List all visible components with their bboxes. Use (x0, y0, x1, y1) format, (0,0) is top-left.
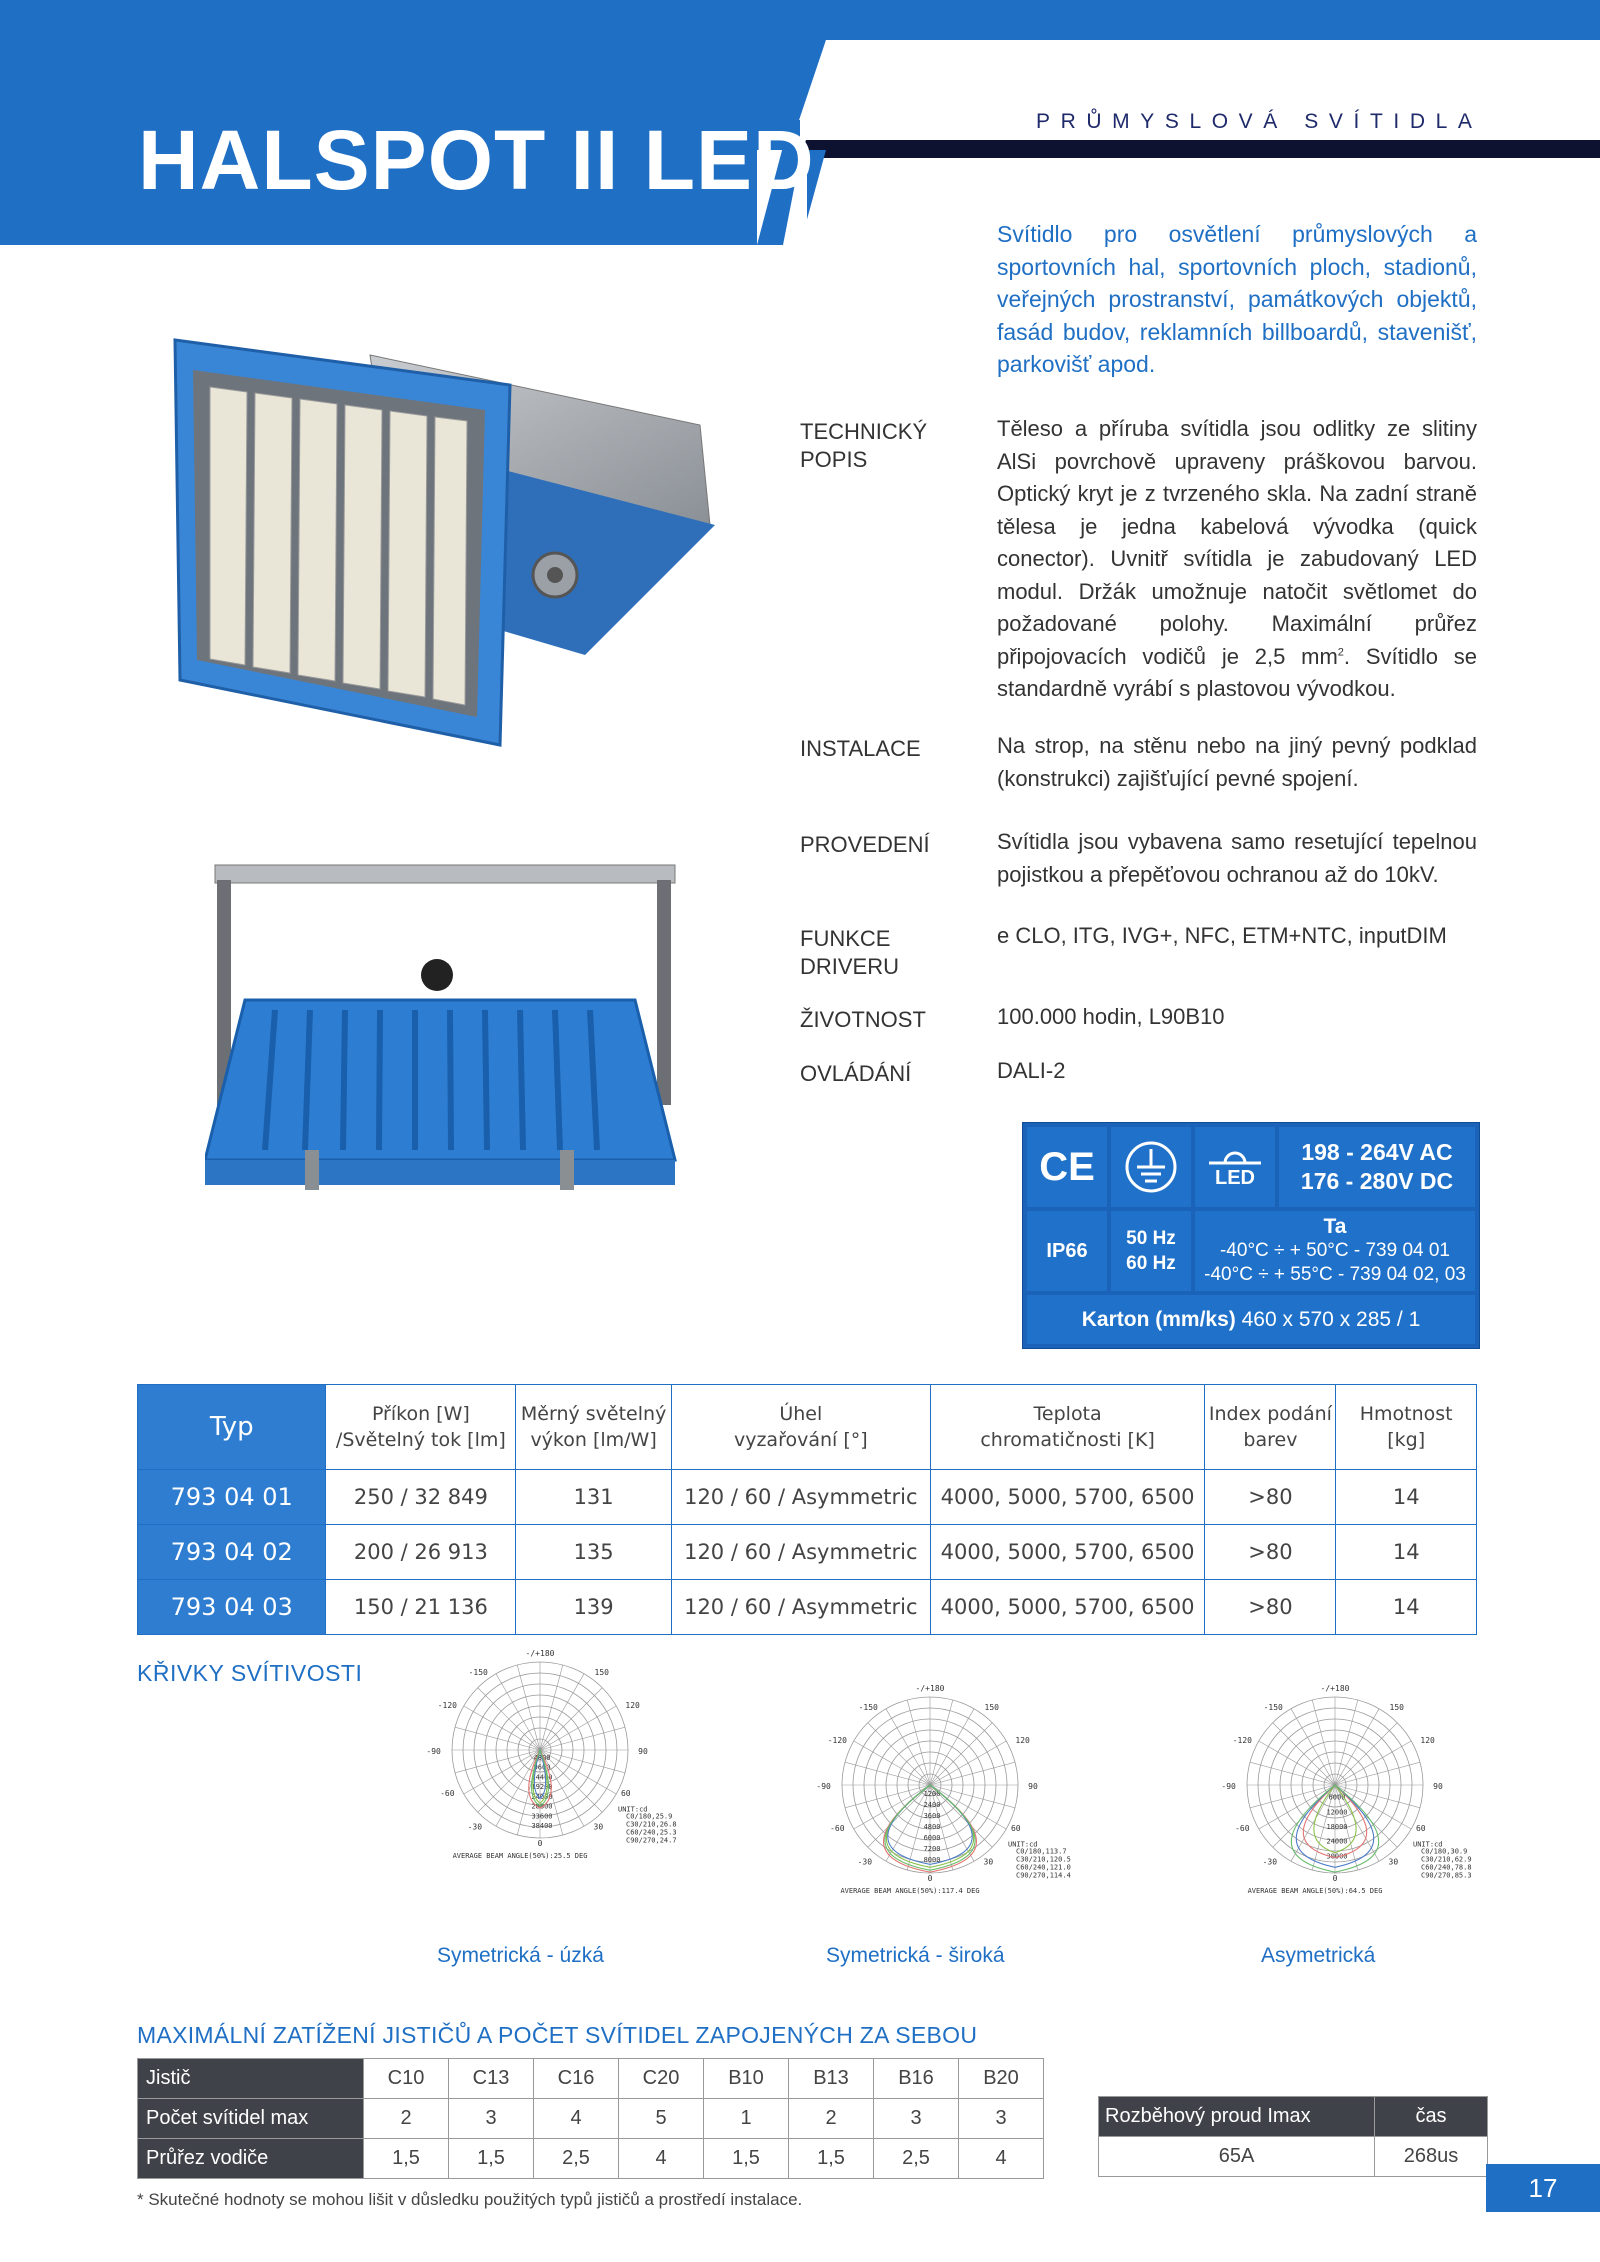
polar-spoke (930, 1723, 992, 1785)
polar-spoke (540, 1688, 602, 1750)
polar-spoke (1335, 1709, 1379, 1785)
ip-rating: IP66 (1027, 1211, 1107, 1291)
polar-angle-label: -150 (468, 1667, 488, 1677)
polar-spoke (540, 1750, 625, 1773)
polar-legend-entry: C30/210,62.9 (1421, 1855, 1472, 1864)
polar-spoke (886, 1709, 930, 1785)
polar-angle-label: 90 (1433, 1782, 1443, 1792)
breaker-cell: 3 (959, 2099, 1044, 2139)
polar-beam-angle: AVERAGE BEAM ANGLE(50%):117.4 DEG (840, 1887, 980, 1895)
polar-spoke (478, 1688, 540, 1750)
polar-spoke (930, 1762, 1015, 1785)
polar-spoke (854, 1741, 930, 1785)
cell-angle: 120 / 60 / Asymmetric (671, 1470, 930, 1525)
polar-angle-label: 0 (927, 1874, 933, 1883)
polar-angle-label: -90 (1221, 1782, 1236, 1792)
polar-caption-narrow: Symetrická - úzká (437, 1944, 604, 1967)
polar-spoke (1312, 1700, 1335, 1785)
cell-type: 793 04 02 (138, 1525, 326, 1580)
polar-legend-entry: C0/180,25.9 (626, 1812, 673, 1821)
breaker-cell: B10 (704, 2059, 789, 2099)
polar-spoke (540, 1665, 563, 1750)
polar-angle-label: 60 (1010, 1823, 1021, 1833)
polar-angle-label: -/+180 (525, 1649, 555, 1658)
floodlight-back-image (205, 860, 685, 1230)
polar-spoke (540, 1727, 625, 1750)
polar-ring-label: 28800 (531, 1802, 553, 1811)
breaker-cell: C20 (619, 2059, 704, 2099)
cell-cct: 4000, 5000, 5700, 6500 (930, 1470, 1205, 1525)
inrush-table (1098, 2096, 1488, 2177)
polar-ring-label: 33600 (531, 1812, 553, 1821)
breaker-cell: C16 (534, 2059, 619, 2099)
product-table (137, 1384, 1477, 1635)
polar-angle-label: -/+180 (1320, 1684, 1350, 1693)
breaker-row-label: Jistič (138, 2059, 364, 2099)
polar-angle-label: 30 (983, 1857, 994, 1867)
polar-angle-label: -30 (857, 1857, 873, 1867)
breaker-cell: 4 (619, 2139, 704, 2179)
polar-spoke (540, 1706, 616, 1750)
control-text: DALI-2 (997, 1058, 1066, 1083)
polar-angle-label: -60 (440, 1788, 455, 1798)
polar-unit-label: UNIT:cd (1413, 1840, 1443, 1849)
breaker-cell: C13 (449, 2059, 534, 2099)
polar-spoke (1291, 1709, 1335, 1785)
polar-angle-label: -30 (467, 1822, 483, 1832)
cell-type: 793 04 03 (138, 1580, 326, 1635)
polar-ring-label: 30000 (1326, 1852, 1348, 1861)
polar-ring-label: 6000 (1328, 1793, 1346, 1802)
installation-text: Na strop, na stěnu nebo na jiný pevný podklad (konstrukci) zajišťující pevné spojení. (997, 733, 1477, 791)
curves-title: KŘIVKY SVÍTIVOSTI (137, 1660, 363, 1686)
polar-unit-label: UNIT:cd (618, 1805, 648, 1814)
polar-angle-label: -60 (1235, 1823, 1250, 1833)
intro-text: Svítidlo pro osvětlení průmyslových a sportovních hal, sportovních ploch, stadionů, veřejných prostranství, památkových objektů, fasád budov, reklamních billboardů, stavenišť, parkovišť apod. (997, 221, 1477, 377)
table-row (138, 1525, 1477, 1580)
polar-angle-label: 120 (1420, 1736, 1435, 1746)
certification-badge (1022, 1122, 1480, 1349)
polar-ring-label: 24000 (1326, 1837, 1348, 1846)
time-value: 268us (1375, 2137, 1488, 2177)
ground-symbol-icon (1111, 1127, 1191, 1207)
polar-ring-label: 2400 (923, 1801, 941, 1809)
page-number: 17 (1486, 2164, 1600, 2212)
breaker-cell: 1,5 (449, 2139, 534, 2179)
polar-legend-entry: C30/210,120.5 (1016, 1855, 1071, 1864)
polar-ring-label: 14400 (531, 1773, 553, 1782)
polar-ring-label: 8000 (923, 1856, 941, 1864)
driver-text: e CLO, ITG, IVG+, NFC, ETM+NTC, inputDIM (997, 923, 1447, 948)
tech-description-text: Těleso a příruba svítidla jsou odlitky ze slitiny AlSi povrchově upraveny práškovou barvou. Optický kryt je z tvrzeného skla. Na zadní straně tělesa je jedna kabelová vývodka (quick conector). Uvnitř svítidla je zabudovaný LED modul. Držák umožnuje natočit světlomet do požadované polohy. Maximální průřez připojovacích vodičů je 2,5 $mm^2$. Svítidlo se standardně vyrábí s plastovou vývodkou. (997, 416, 1477, 701)
polar-ring-label: 38400 (531, 1822, 553, 1831)
ce-mark-icon: CE (1027, 1127, 1107, 1207)
cell-power: 150 / 21 136 (326, 1580, 516, 1635)
polar-spoke (464, 1706, 540, 1750)
polar-ring-label: 19200 (531, 1783, 553, 1792)
polar-ring-label: 9600 (533, 1763, 551, 1772)
polar-angle-label: -90 (816, 1782, 831, 1792)
polar-ring-label: 6000 (923, 1834, 941, 1842)
polar-spoke (540, 1674, 584, 1750)
polar-angle-label: -120 (1232, 1736, 1252, 1746)
breaker-row-label: Počet svítidel max (138, 2099, 364, 2139)
control-label: OVLÁDÁNÍ (800, 1061, 912, 1086)
polar-spoke (1335, 1762, 1420, 1785)
breaker-row-label: Průřez vodiče (138, 2139, 364, 2179)
breaker-row (138, 2099, 1044, 2139)
version-text: Svítidla jsou vybavena samo resetující tepelnou pojistkou a přepěťovou ochranou až do 10kV. (997, 829, 1477, 887)
ambient-temp-cell: Ta -40°C ÷ + 50°C - 739 04 01 -40°C ÷ + 55°C - 739 04 02, 03 (1195, 1211, 1475, 1291)
breaker-cell: 2 (364, 2099, 449, 2139)
cell-cct: 4000, 5000, 5700, 6500 (930, 1525, 1205, 1580)
polar-spoke (455, 1750, 540, 1773)
polar-spoke (907, 1700, 930, 1785)
polar-spoke (1259, 1785, 1335, 1829)
polar-spoke (1273, 1723, 1335, 1785)
polar-angle-label: 30 (593, 1822, 604, 1832)
polar-angle-label: 90 (1028, 1782, 1038, 1792)
category-label: PRŮMYSLOVÁ SVÍTIDLA (1036, 110, 1483, 133)
polar-angle-label: 60 (620, 1788, 631, 1798)
polar-beam-angle: AVERAGE BEAM ANGLE(50%):25.5 DEG (452, 1852, 588, 1860)
cell-efficacy: 139 (516, 1580, 672, 1635)
breaker-cell: 2 (789, 2099, 874, 2139)
cell-cri: >80 (1205, 1470, 1336, 1525)
polar-angle-label: 150 (1389, 1702, 1405, 1712)
cell-weight: 14 (1336, 1470, 1477, 1525)
polar-angle-label: -120 (827, 1736, 847, 1746)
polar-legend-entry: C60/240,121.0 (1016, 1863, 1071, 1872)
polar-spoke (930, 1785, 1015, 1808)
polar-spoke (1335, 1700, 1358, 1785)
frequency-cell: 50 Hz 60 Hz (1111, 1211, 1191, 1291)
polar-angle-label: 60 (1415, 1823, 1426, 1833)
polar-angle-label: 150 (984, 1702, 1000, 1712)
polar-angle-label: 90 (638, 1747, 648, 1757)
breaker-table (137, 2058, 1044, 2179)
breaker-cell: B13 (789, 2059, 874, 2099)
polar-spoke (496, 1674, 540, 1750)
polar-angle-label: -30 (1262, 1857, 1278, 1867)
breaker-cell: 4 (959, 2139, 1044, 2179)
polar-legend-entry: C90/270,114.4 (1016, 1871, 1071, 1880)
breaker-row (138, 2139, 1044, 2179)
lifetime-text: 100.000 hodin, L90B10 (997, 1004, 1225, 1029)
polar-legend-entry: C90/270,85.3 (1421, 1871, 1472, 1880)
polar-angle-label: -150 (1263, 1702, 1283, 1712)
col-header-cri: Index podání barev (1205, 1385, 1336, 1470)
inrush-value: 65A (1099, 2137, 1375, 2177)
installation-label: INSTALACE (800, 736, 921, 761)
polar-ring-label: 7200 (923, 1845, 941, 1853)
breaker-cell: C10 (364, 2059, 449, 2099)
cell-efficacy: 131 (516, 1470, 672, 1525)
cell-cri: >80 (1205, 1580, 1336, 1635)
polar-caption-asymmetric: Asymetrická (1261, 1944, 1376, 1967)
breaker-cell: 1,5 (364, 2139, 449, 2179)
breaker-cell: B20 (959, 2059, 1044, 2099)
cell-power: 250 / 32 849 (326, 1470, 516, 1525)
floodlight-front-image (155, 325, 715, 765)
polar-angle-label: 120 (625, 1701, 640, 1711)
time-header: čas (1375, 2097, 1488, 2137)
polar-chart-narrow (400, 1640, 700, 1900)
polar-ring-label: 18000 (1326, 1823, 1348, 1831)
breaker-cell: 2,5 (874, 2139, 959, 2179)
polar-spoke (1335, 1723, 1397, 1785)
product-title: HALSPOT II LED (138, 113, 815, 207)
breaker-cell: 4 (534, 2099, 619, 2139)
polar-caption-wide: Symetrická - široká (826, 1944, 1005, 1967)
polar-spoke (930, 1700, 953, 1785)
cell-angle: 120 / 60 / Asymmetric (671, 1580, 930, 1635)
col-header-angle: Úhel vyzařování [°] (671, 1385, 930, 1470)
cell-angle: 120 / 60 / Asymmetric (671, 1525, 930, 1580)
polar-spoke (930, 1741, 1006, 1785)
polar-angle-label: -90 (426, 1747, 441, 1757)
breaker-cell: B16 (874, 2059, 959, 2099)
polar-spoke (1259, 1741, 1335, 1785)
polar-spoke (455, 1727, 540, 1750)
polar-legend-entry: C30/210,26.8 (626, 1820, 677, 1829)
footnote: * Skutečné hodnoty se mohou lišit v důsledku použitých typů jističů a prostředí instalace. (137, 2190, 803, 2209)
polar-ring-label: 4800 (923, 1823, 941, 1831)
breaker-cell: 3 (874, 2099, 959, 2139)
breaker-cell: 5 (619, 2099, 704, 2139)
polar-angle-label: -60 (830, 1823, 845, 1833)
breaker-cell: 2,5 (534, 2139, 619, 2179)
polar-beam-angle: AVERAGE BEAM ANGLE(50%):64.5 DEG (1247, 1887, 1383, 1895)
polar-ring-label: 4800 (533, 1753, 551, 1762)
version-label: PROVEDENÍ (800, 832, 930, 857)
table-row (138, 1470, 1477, 1525)
polar-ring-label: 24000 (531, 1792, 553, 1801)
col-header-power: Příkon [W] /Světelný tok [lm] (326, 1385, 516, 1470)
polar-ring-label: 3600 (923, 1812, 941, 1820)
cell-cct: 4000, 5000, 5700, 6500 (930, 1580, 1205, 1635)
polar-spoke (1250, 1762, 1335, 1785)
polar-legend-entry: C0/180,30.9 (1421, 1847, 1468, 1856)
polar-angle-label: -120 (437, 1701, 457, 1711)
lifetime-label: ŽIVOTNOST (800, 1007, 926, 1032)
polar-spoke (845, 1785, 930, 1808)
polar-unit-label: UNIT:cd (1008, 1840, 1038, 1849)
polar-chart-wide (790, 1675, 1090, 1935)
col-header-weight: Hmotnost [kg] (1336, 1385, 1477, 1470)
polar-angle-label: 120 (1015, 1736, 1030, 1746)
col-header-type: Typ (138, 1385, 326, 1470)
table-header-row (138, 1385, 1477, 1470)
led-icon: LED (1195, 1127, 1275, 1207)
breaker-cell: 1,5 (789, 2139, 874, 2179)
polar-angle-label: -150 (858, 1702, 878, 1712)
breaker-cell: 1 (704, 2099, 789, 2139)
inrush-header: Rozběhový proud Imax (1099, 2097, 1375, 2137)
cell-efficacy: 135 (516, 1525, 672, 1580)
polar-ring-label: 1200 (923, 1790, 941, 1798)
polar-angle-label: -/+180 (915, 1684, 945, 1693)
polar-spoke (930, 1709, 974, 1785)
cell-power: 200 / 26 913 (326, 1525, 516, 1580)
breaker-row (138, 2059, 1044, 2099)
breaker-cell: 3 (449, 2099, 534, 2139)
breaker-section-title: MAXIMÁLNÍ ZATÍŽENÍ JISTIČŮ A POČET SVÍTIDEL ZAPOJENÝCH ZA SEBOU (137, 2022, 978, 2048)
polar-legend-entry: C90/270,24.7 (626, 1836, 677, 1845)
polar-angle-label: 0 (1332, 1874, 1338, 1883)
polar-chart-asymmetric (1195, 1675, 1495, 1935)
polar-angle-label: 0 (537, 1839, 543, 1848)
cell-weight: 14 (1336, 1580, 1477, 1635)
col-header-efficacy: Měrný světelný výkon [lm/W] (516, 1385, 672, 1470)
polar-angle-label: 30 (1388, 1857, 1399, 1867)
polar-legend-entry: C60/240,78.8 (1421, 1863, 1472, 1872)
driver-label: FUNKCE DRIVERU (800, 926, 900, 979)
polar-legend-entry: C60/240,25.3 (626, 1828, 677, 1837)
polar-angle-label: 150 (594, 1667, 610, 1677)
polar-spoke (868, 1785, 930, 1847)
polar-spoke (1335, 1741, 1411, 1785)
voltage-cell: 198 - 264V AC 176 - 280V DC (1279, 1127, 1475, 1207)
cell-type: 793 04 01 (138, 1470, 326, 1525)
breaker-cell: 1,5 (704, 2139, 789, 2179)
col-header-cct: Teplota chromatičnosti [K] (930, 1385, 1205, 1470)
polar-spoke (845, 1762, 930, 1785)
polar-legend-entry: C0/180,113.7 (1016, 1847, 1067, 1856)
polar-ring-label: 12000 (1326, 1808, 1348, 1817)
carton-cell: Karton (mm/ks) 460 x 570 x 285 / 1 (1027, 1295, 1475, 1344)
cell-cri: >80 (1205, 1525, 1336, 1580)
tech-description-label: TECHNICKÝ POPIS (800, 419, 928, 472)
polar-spoke (868, 1723, 930, 1785)
polar-spoke (517, 1665, 540, 1750)
cell-weight: 14 (1336, 1525, 1477, 1580)
table-row (138, 1580, 1477, 1635)
